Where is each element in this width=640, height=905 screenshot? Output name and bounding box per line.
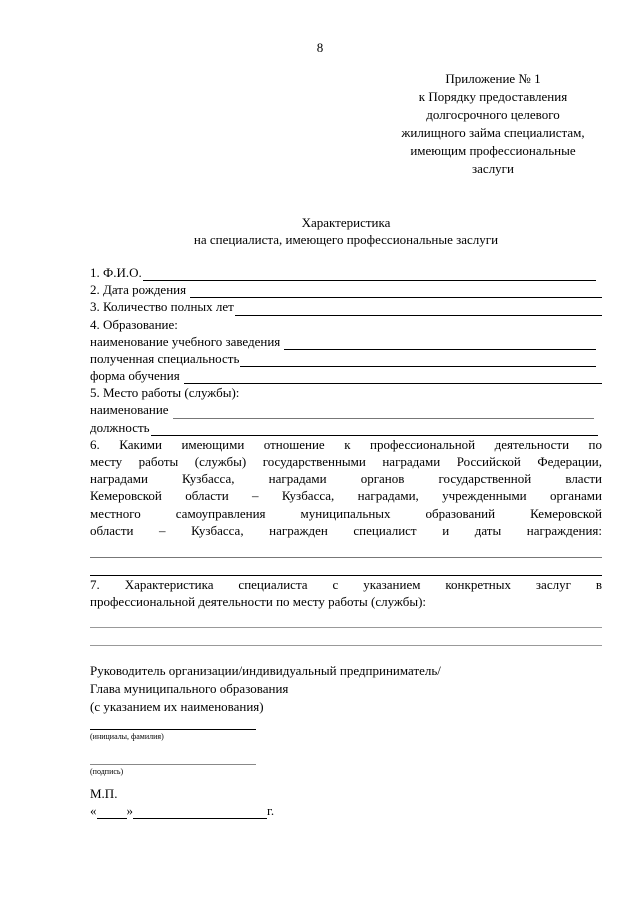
signatory-block bbox=[90, 662, 602, 716]
section-6-line: Кемеровской области – Кузбасса, наградами, учрежденными органами bbox=[90, 488, 602, 504]
appendix-header bbox=[376, 70, 610, 178]
merits-blank-line-2[interactable] bbox=[90, 628, 602, 646]
section-6-line: месту работы (службы) государственными наградами Российской Федерации, bbox=[90, 454, 602, 470]
appendix-line: имеющим профессиональные bbox=[410, 143, 576, 158]
field-label: 1. Ф.И.О. bbox=[90, 264, 142, 280]
day-blank[interactable] bbox=[97, 807, 127, 819]
field-birth-date bbox=[90, 281, 602, 298]
field-position bbox=[90, 419, 602, 436]
field-label: должность bbox=[90, 419, 150, 435]
section-6-line: 6. Какими имеющими отношение к профессиональной деятельности по bbox=[90, 436, 602, 452]
section-7-line-2: профессиональной деятельности по месту работы (службы): bbox=[90, 594, 427, 610]
stamp-place: М.П. bbox=[90, 786, 118, 801]
field-age bbox=[90, 298, 602, 315]
signatory-line-2: Глава муниципального образования bbox=[90, 681, 289, 696]
title-line-1: Характеристика bbox=[301, 215, 391, 230]
field-education bbox=[90, 316, 602, 333]
title-line-2: на специалиста, имеющего профессиональные заслуги bbox=[193, 232, 499, 247]
section-7-merits bbox=[90, 576, 602, 646]
date-open-quote: « bbox=[90, 803, 97, 818]
date-line bbox=[90, 803, 274, 819]
specialty-blank[interactable] bbox=[240, 354, 596, 367]
birth-date-blank[interactable] bbox=[190, 285, 602, 298]
field-fio bbox=[90, 264, 602, 281]
section-6-line: наградами Кузбасса, наградами органов государственной власти bbox=[90, 471, 602, 487]
position-blank[interactable] bbox=[151, 423, 598, 436]
merits-blank-line-1[interactable] bbox=[90, 610, 602, 628]
characteristics-form bbox=[90, 264, 602, 576]
fio-blank[interactable] bbox=[143, 268, 596, 281]
appendix-line: Приложение № 1 bbox=[445, 71, 541, 86]
institution-blank[interactable] bbox=[284, 337, 596, 350]
initials-blank[interactable] bbox=[90, 729, 256, 730]
field-label: форма обучения bbox=[90, 368, 180, 384]
field-specialty bbox=[90, 350, 602, 367]
field-label: 2. Дата рождения bbox=[90, 282, 187, 298]
appendix-line: жилищного займа специалистам, bbox=[401, 125, 585, 140]
field-label: наименование bbox=[90, 402, 169, 418]
section-7-line-1: 7. Характеристика специалиста с указанием конкретных заслуг в bbox=[90, 577, 602, 592]
month-year-blank[interactable] bbox=[133, 807, 267, 819]
age-blank[interactable] bbox=[235, 303, 602, 316]
field-workplace-name bbox=[90, 402, 602, 419]
signatory-line-3: (с указанием их наименования) bbox=[90, 699, 264, 714]
signatory-line-1: Руководитель организации/индивидуальный предприниматель/ bbox=[90, 663, 441, 678]
initials-caption: (инициалы, фамилия) bbox=[90, 732, 164, 741]
field-label: 4. Образование: bbox=[90, 316, 178, 332]
appendix-line: к Порядку предоставления bbox=[418, 89, 568, 104]
study-form-blank[interactable] bbox=[184, 371, 602, 384]
awards-blank-line-2[interactable] bbox=[90, 558, 602, 577]
page-number: 8 bbox=[316, 40, 324, 55]
year-suffix: г. bbox=[267, 803, 275, 818]
field-label: наименование учебного заведения bbox=[90, 333, 281, 349]
appendix-line: заслуги bbox=[472, 161, 514, 176]
workplace-name-blank[interactable] bbox=[173, 406, 594, 419]
awards-blank-line-1[interactable] bbox=[90, 539, 602, 558]
signature-caption: (подпись) bbox=[90, 767, 124, 776]
date-close-quote: » bbox=[126, 803, 133, 818]
section-6-line: местного самоуправления муниципальных образований Кемеровской bbox=[90, 505, 602, 521]
section-6-awards bbox=[90, 436, 602, 539]
document-title bbox=[90, 214, 602, 248]
field-label: 3. Количество полных лет bbox=[90, 299, 234, 315]
field-label: 5. Место работы (службы): bbox=[90, 385, 240, 401]
signature-blank[interactable] bbox=[90, 764, 256, 765]
field-workplace bbox=[90, 384, 602, 401]
appendix-line: долгосрочного целевого bbox=[426, 107, 560, 122]
field-label: полученная специальность bbox=[90, 350, 240, 366]
field-study-form bbox=[90, 367, 602, 384]
field-institution bbox=[90, 333, 602, 350]
section-6-line: области – Кузбасса, награжден специалист и даты награждения: bbox=[90, 522, 602, 538]
